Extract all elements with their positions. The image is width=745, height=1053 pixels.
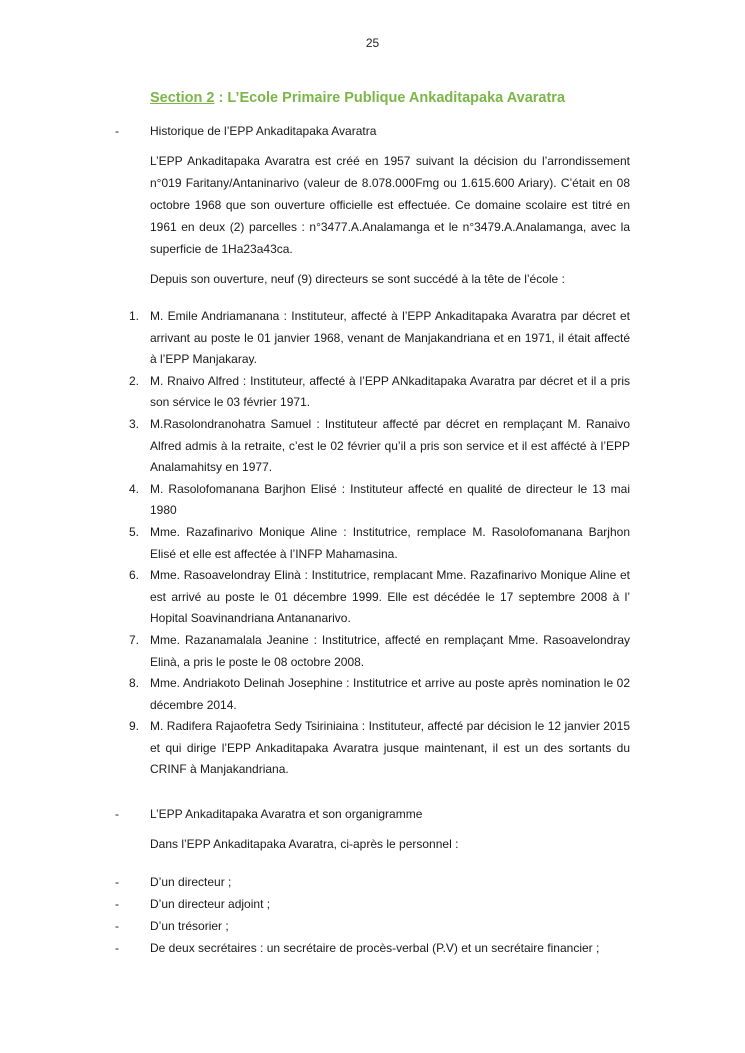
list-item [115, 414, 630, 479]
list-number: 7. [128, 632, 139, 647]
staff-intro: Dans l’EPP Ankaditapaka Avaratra, ci-après le personnel : [150, 837, 459, 852]
list-item [115, 915, 630, 937]
list-item [115, 716, 630, 781]
list-text: M. Rnaivo Alfred : Instituteur, affecté à l’EPP ANkaditapaka Avaratra par décret et il a pris son sérvice le 03 février 1971. [150, 373, 630, 410]
history-heading: Historique de l’EPP Ankaditapaka Avaratra [150, 124, 377, 138]
list-text: M.Rasolondranohatra Samuel : Instituteur affecté par décret en remplaçant M. Ranaivo Alfred admis à la retraite, c’est le 02 février qu’il a pris son service et il est affécté à l’EPP Analamahitsy en 1977. [150, 416, 630, 475]
page-content [115, 88, 630, 959]
list-text: D’un trésorier ; [150, 919, 229, 934]
list-item [115, 479, 630, 522]
organigram-heading: L’EPP Ankaditapaka Avaratra et son organigramme [150, 807, 423, 822]
dash-bullet: - [115, 124, 119, 138]
list-text: M. Rasolofomanana Barjhon Elisé : Instituteur affecté en qualité de directeur le 13 mai 1980 [150, 481, 630, 518]
directors-list [115, 306, 630, 781]
list-number: 4. [128, 481, 139, 496]
dash-bullet: - [115, 941, 119, 956]
list-item [115, 371, 630, 414]
list-text: M. Radifera Rajaofetra Sedy Tsiriniaina : Instituteur, affecté par décision le 12 janvier 2015 et qui dirige l’EPP Ankaditapaka Avaratra jusque maintenant, il est un des sortants du CRINF à Manjakandriana. [150, 719, 630, 777]
list-text: Mme. Rasoavelondray Elinà : Institutrice, remplacant Mme. Razafinarivo Monique Aline et est arrivé au poste le 01 décembre 1999. Elle est décédée le 17 septembre 2008 à l’ Hopital Soavinandriana Antananarivo. [150, 568, 630, 626]
dash-bullet: - [115, 919, 119, 934]
list-item [115, 893, 630, 915]
list-number: 6. [128, 568, 139, 583]
list-item [115, 630, 630, 673]
list-number: 2. [128, 373, 139, 388]
list-item [115, 673, 630, 716]
list-text: D’un directeur adjoint ; [150, 897, 271, 912]
list-item [115, 306, 630, 371]
page-number: 25 [365, 36, 380, 50]
list-text: De deux secrétaires : un secrétaire de procès-verbal (P.V) et un secrétaire financier ; [150, 941, 600, 956]
list-item [115, 565, 630, 630]
section-title-text: : L’Ecole Primaire Publique Ankaditapaka Avaratra [214, 90, 566, 106]
list-text: Mme. Razafinarivo Monique Aline : Institutrice, remplace M. Rasolofomanana Barjhon Elisé et elle est affectée à l’INFP Mahamasina. [150, 524, 630, 561]
list-number: 8. [128, 676, 139, 691]
dash-bullet: - [115, 875, 119, 890]
section-title [150, 88, 630, 108]
history-heading-item [115, 120, 630, 142]
list-number: 1. [128, 309, 139, 323]
dash-bullet: - [115, 897, 119, 912]
list-number: 5. [128, 524, 139, 539]
list-item [115, 522, 630, 565]
directors-intro: Depuis son ouverture, neuf (9) directeurs se sont succédé à la tête de l’école : [150, 272, 565, 286]
list-number: 3. [128, 416, 139, 431]
organigram-heading-item [115, 803, 630, 825]
dash-bullet: - [115, 807, 119, 822]
section-label: Section 2 [150, 90, 215, 106]
list-item [115, 871, 630, 893]
list-text: D’un directeur ; [150, 875, 232, 890]
list-text: Mme. Razanamalala Jeanine : Institutrice, affecté en remplaçant Mme. Rasoavelondray Elinà, a pris le poste le 08 octobre 2008. [150, 632, 630, 669]
history-paragraph: L’EPP Ankaditapaka Avaratra est créé en 1957 suivant la décision du l’arrondissement n°019 Faritany/Antaninarivo (valeur de 8.078.000Fmg ou 1.615.600 Ariary). C’était en 08 octobre 1968 que son ouverture officielle est effectuée. Ce domaine scolaire est titré en 1961 en deux (2) parcelles : n°3477.A.Analamanga et le n°3479.A.Analamanga, avec la superficie de 1Ha23a43ca. [150, 154, 630, 256]
list-number: 9. [128, 719, 139, 734]
list-text: Mme. Andriakoto Delinah Josephine : Institutrice et arrive au poste après nomination le 02 décembre 2014. [150, 676, 630, 712]
staff-list [115, 871, 630, 959]
list-item [115, 937, 630, 959]
list-text: M. Emile Andriamanana : Instituteur, affecté à l’EPP Ankaditapaka Avaratra par décret et arrivant au poste le 01 janvier 1968, venant de Manjakandriana et en 1971, il était affecté à l’EPP Manjakaray. [150, 309, 630, 367]
